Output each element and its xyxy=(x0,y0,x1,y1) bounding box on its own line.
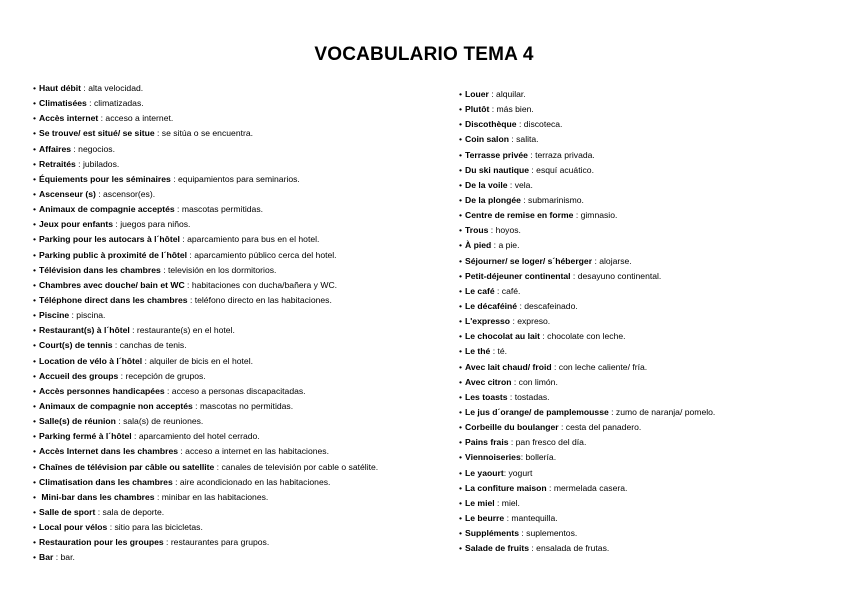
vocabulary-term: Le décaféiné xyxy=(465,300,518,311)
vocabulary-translation: : alojarse. xyxy=(592,255,632,266)
right-vocabulary-list xyxy=(459,87,839,556)
vocabulary-term: Centre de remise en forme xyxy=(465,210,574,221)
vocabulary-translation: : más bien. xyxy=(489,104,534,115)
vocabulary-item xyxy=(33,217,448,232)
vocabulary-translation: : restaurante(s) en el hotel. xyxy=(129,325,235,336)
vocabulary-translation: : mermelada casera. xyxy=(546,482,628,493)
vocabulary-translation: : piscina. xyxy=(69,310,106,321)
vocabulary-translation: : pan fresco del día. xyxy=(508,437,587,448)
vocabulary-translation: : esquí acuático. xyxy=(529,164,594,175)
vocabulary-item xyxy=(459,314,839,329)
vocabulary-item xyxy=(459,435,839,450)
vocabulary-term: Le thé xyxy=(465,346,491,357)
vocabulary-item xyxy=(459,375,839,390)
vocabulary-term: À pied xyxy=(465,240,492,251)
vocabulary-term: Plutôt xyxy=(465,104,490,115)
vocabulary-term: Avec citron xyxy=(465,376,512,387)
vocabulary-item xyxy=(33,384,448,399)
vocabulary-item xyxy=(33,248,448,263)
vocabulary-term: Le café xyxy=(465,285,495,296)
vocabulary-item xyxy=(459,223,839,238)
vocabulary-translation: : negocios. xyxy=(71,143,115,154)
vocabulary-term: Climatisation dans les chambres xyxy=(39,476,173,487)
vocabulary-item xyxy=(33,278,448,293)
vocabulary-term: Pains frais xyxy=(465,437,509,448)
vocabulary-translation: : café. xyxy=(494,285,521,296)
vocabulary-item xyxy=(33,429,448,444)
vocabulary-term: Ascenseur (s) xyxy=(39,188,96,199)
vocabulary-item xyxy=(33,187,448,202)
vocabulary-item xyxy=(33,111,448,126)
vocabulary-translation: : tostadas. xyxy=(507,391,550,402)
vocabulary-item xyxy=(459,163,839,178)
vocabulary-item xyxy=(33,293,448,308)
vocabulary-term: Le miel xyxy=(465,497,495,508)
vocabulary-translation: : aparcamiento para bus en el hotel. xyxy=(179,234,320,245)
vocabulary-term: Petit-déjeuner continental xyxy=(465,270,571,281)
vocabulary-translation: : submarinismo. xyxy=(520,194,584,205)
vocabulary-item xyxy=(33,414,448,429)
vocabulary-term: Avec lait chaud/ froid xyxy=(465,361,552,372)
vocabulary-term: Le yaourt xyxy=(465,467,504,478)
vocabulary-term: Accès Internet dans les chambres xyxy=(39,446,179,457)
vocabulary-translation: : aparcamiento del hotel cerrado. xyxy=(131,431,260,442)
vocabulary-term: Chaînes de télévision par câble ou satellite xyxy=(39,461,215,472)
vocabulary-term: Louer xyxy=(465,89,489,99)
vocabulary-item xyxy=(33,323,448,338)
vocabulary-item xyxy=(459,117,839,132)
vocabulary-translation: : con limón. xyxy=(511,376,558,387)
vocabulary-item xyxy=(33,126,448,141)
vocabulary-item xyxy=(459,526,839,541)
vocabulary-term: Équiements pour les séminaires xyxy=(39,173,171,184)
vocabulary-translation: : a pie. xyxy=(491,240,520,251)
vocabulary-translation: : miel. xyxy=(494,497,520,508)
vocabulary-translation: : equipamientos para seminarios. xyxy=(170,173,300,184)
vocabulary-item xyxy=(33,96,448,111)
vocabulary-term: Coin salon xyxy=(465,134,509,145)
vocabulary-term: Accès internet xyxy=(39,113,99,124)
vocabulary-term: Mini-bar dans les chambres xyxy=(39,491,155,502)
vocabulary-item xyxy=(459,360,839,375)
vocabulary-item xyxy=(33,81,448,96)
vocabulary-translation: : sala(s) de reuniones. xyxy=(115,416,204,427)
vocabulary-translation: : aire acondicionado en las habitaciones. xyxy=(172,476,331,487)
vocabulary-item xyxy=(459,481,839,496)
vocabulary-translation: : ascensor(es). xyxy=(95,188,156,199)
vocabulary-translation: : mantequilla. xyxy=(504,512,558,523)
vocabulary-item xyxy=(459,148,839,163)
vocabulary-translation: : mascotas permitidas. xyxy=(174,204,264,215)
vocabulary-item xyxy=(459,405,839,420)
vocabulary-item xyxy=(459,178,839,193)
vocabulary-translation: : teléfono directo en las habitaciones. xyxy=(187,294,332,305)
vocabulary-translation: : desayuno continental. xyxy=(570,270,662,281)
vocabulary-item xyxy=(459,193,839,208)
vocabulary-translation: : expreso. xyxy=(510,316,551,327)
vocabulary-translation: : descafeinado. xyxy=(517,300,578,311)
vocabulary-term: Corbeille du boulanger xyxy=(465,422,559,433)
vocabulary-term: Salle(s) de réunion xyxy=(39,416,116,427)
vocabulary-item xyxy=(459,87,839,102)
vocabulary-translation: : aparcamiento público cerca del hotel. xyxy=(187,249,337,260)
vocabulary-translation: : gimnasio. xyxy=(573,210,618,221)
vocabulary-term: Terrasse privée xyxy=(465,149,528,160)
vocabulary-term: Trous xyxy=(465,225,489,236)
vocabulary-translation: : alta velocidad. xyxy=(81,83,144,93)
vocabulary-translation: : restaurantes para grupos. xyxy=(163,537,270,548)
vocabulary-item xyxy=(33,490,448,505)
vocabulary-translation: : salita. xyxy=(508,134,539,145)
vocabulary-term: Téléphone direct dans les chambres xyxy=(39,294,188,305)
vocabulary-translation: : cesta del panadero. xyxy=(558,422,642,433)
vocabulary-item xyxy=(459,466,839,481)
vocabulary-term: Bar xyxy=(39,552,54,563)
vocabulary-item xyxy=(33,475,448,490)
vocabulary-translation: : bar. xyxy=(53,552,75,563)
vocabulary-item xyxy=(33,232,448,247)
vocabulary-item xyxy=(33,369,448,384)
vocabulary-term: Jeux pour enfants xyxy=(39,219,114,230)
vocabulary-translation: : terraza privada. xyxy=(527,149,595,160)
vocabulary-item xyxy=(459,511,839,526)
vocabulary-term: Affaires xyxy=(39,143,72,154)
vocabulary-term: De la plongée xyxy=(465,194,521,205)
vocabulary-term: Parking pour les autocars à l´hôtel xyxy=(39,234,180,245)
left-vocabulary-list xyxy=(33,81,448,566)
vocabulary-item xyxy=(459,299,839,314)
vocabulary-item xyxy=(459,344,839,359)
vocabulary-translation: : acceso a internet en las habitaciones. xyxy=(178,446,329,457)
vocabulary-item xyxy=(459,450,839,465)
vocabulary-translation: : suplementos. xyxy=(518,528,578,539)
vocabulary-translation: : televisión en los dormitorios. xyxy=(160,264,277,275)
vocabulary-translation: : bollería. xyxy=(520,452,557,463)
vocabulary-item xyxy=(459,420,839,435)
vocabulary-translation: : con leche caliente/ fría. xyxy=(551,361,648,372)
vocabulary-item xyxy=(459,254,839,269)
vocabulary-translation: : yogurt xyxy=(503,467,533,478)
vocabulary-item xyxy=(33,535,448,550)
vocabulary-item xyxy=(33,263,448,278)
vocabulary-item xyxy=(459,541,839,556)
vocabulary-term: Animaux de compagnie acceptés xyxy=(39,204,175,215)
vocabulary-item xyxy=(459,102,839,117)
vocabulary-translation: : canchas de tenis. xyxy=(112,340,187,351)
vocabulary-translation: : recepción de grupos. xyxy=(118,370,206,381)
vocabulary-term: Chambres avec douche/ bain et WC xyxy=(39,279,185,290)
vocabulary-translation: : vela. xyxy=(507,179,533,190)
vocabulary-item xyxy=(33,505,448,520)
vocabulary-term: Séjourner/ se loger/ s´héberger xyxy=(465,255,593,266)
vocabulary-translation: : acceso a personas discapacitadas. xyxy=(164,385,306,396)
vocabulary-item xyxy=(459,329,839,344)
vocabulary-item xyxy=(33,202,448,217)
vocabulary-term: Salade de fruits xyxy=(465,543,530,554)
vocabulary-item xyxy=(33,308,448,323)
vocabulary-term: Salle de sport xyxy=(39,506,96,517)
vocabulary-term: Parking fermé à l´hôtel xyxy=(39,431,132,442)
vocabulary-translation: : se sitúa o se encuentra. xyxy=(154,128,254,139)
vocabulary-translation: : habitaciones con ducha/bañera y WC. xyxy=(184,279,338,290)
vocabulary-term: Le beurre xyxy=(465,512,505,523)
vocabulary-translation: : alquilar. xyxy=(488,89,526,99)
vocabulary-item xyxy=(33,157,448,172)
vocabulary-term: Du ski nautique xyxy=(465,164,529,175)
vocabulary-term: Les toasts xyxy=(465,391,508,402)
vocabulary-term: Accès personnes handicapées xyxy=(39,385,165,396)
vocabulary-item xyxy=(33,444,448,459)
vocabulary-term: Haut débit xyxy=(39,83,82,93)
vocabulary-translation: : ensalada de frutas. xyxy=(529,543,610,554)
vocabulary-item xyxy=(459,132,839,147)
vocabulary-term: Suppléments xyxy=(465,528,519,539)
vocabulary-item xyxy=(459,238,839,253)
vocabulary-item xyxy=(459,496,839,511)
vocabulary-term: Accueil des groups xyxy=(39,370,119,381)
vocabulary-item xyxy=(33,550,448,565)
vocabulary-term: L'expresso xyxy=(465,316,511,327)
vocabulary-term: Court(s) de tennis xyxy=(39,340,113,351)
vocabulary-term: Le chocolat au lait xyxy=(465,331,540,342)
vocabulary-translation: : juegos para niños. xyxy=(113,219,191,230)
vocabulary-translation: : té. xyxy=(490,346,508,357)
vocabulary-item xyxy=(33,460,448,475)
vocabulary-translation: : hoyos. xyxy=(488,225,521,236)
vocabulary-term: Animaux de compagnie non acceptés xyxy=(39,400,193,411)
vocabulary-term: Piscine xyxy=(39,310,70,321)
vocabulary-translation: : discoteca. xyxy=(516,119,563,130)
vocabulary-translation: : sala de deporte. xyxy=(95,506,165,517)
vocabulary-term: Location de vélo à l´hôtel xyxy=(39,355,143,366)
vocabulary-translation: : zumo de naranja/ pomelo. xyxy=(608,406,716,417)
vocabulary-term: Le jus d´orange/ de pamplemousse xyxy=(465,406,609,417)
vocabulary-translation: : acceso a internet. xyxy=(98,113,174,124)
vocabulary-term: La confiture maison xyxy=(465,482,547,493)
vocabulary-term: Viennoiseries xyxy=(465,452,521,463)
vocabulary-term: Parking public à proximité de l´hôtel xyxy=(39,249,188,260)
vocabulary-item xyxy=(33,338,448,353)
vocabulary-item xyxy=(33,354,448,369)
vocabulary-term: De la voile xyxy=(465,179,508,190)
page-title: VOCABULARIO TEMA 4 xyxy=(314,44,534,65)
vocabulary-term: Télévision dans les chambres xyxy=(39,264,161,275)
vocabulary-item xyxy=(459,390,839,405)
vocabulary-translation: : mascotas no permitidas. xyxy=(192,400,294,411)
vocabulary-translation: : minibar en las habitaciones. xyxy=(154,491,269,502)
vocabulary-translation: : canales de televisión por cable o satélite. xyxy=(214,461,379,472)
vocabulary-term: Local pour vélos xyxy=(39,522,108,533)
vocabulary-term: Restauration pour les groupes xyxy=(39,537,164,548)
vocabulary-item xyxy=(459,208,839,223)
vocabulary-item xyxy=(33,520,448,535)
vocabulary-term: Discothèque xyxy=(465,119,517,130)
vocabulary-term: Se trouve/ est situé/ se situe xyxy=(39,128,155,139)
vocabulary-translation: : climatizadas. xyxy=(86,98,144,109)
vocabulary-item xyxy=(33,399,448,414)
vocabulary-term: Climatisées xyxy=(39,98,87,109)
vocabulary-item xyxy=(33,142,448,157)
vocabulary-translation: : chocolate con leche. xyxy=(540,331,626,342)
vocabulary-term: Restaurant(s) à l´hôtel xyxy=(39,325,130,336)
vocabulary-item xyxy=(459,269,839,284)
vocabulary-translation: : sitio para las bicicletas. xyxy=(107,522,203,533)
vocabulary-translation: : alquiler de bicis en el hotel. xyxy=(142,355,253,366)
vocabulary-item xyxy=(459,284,839,299)
vocabulary-translation: : jubilados. xyxy=(75,158,120,169)
vocabulary-item xyxy=(33,172,448,187)
vocabulary-term: Retraités xyxy=(39,158,76,169)
